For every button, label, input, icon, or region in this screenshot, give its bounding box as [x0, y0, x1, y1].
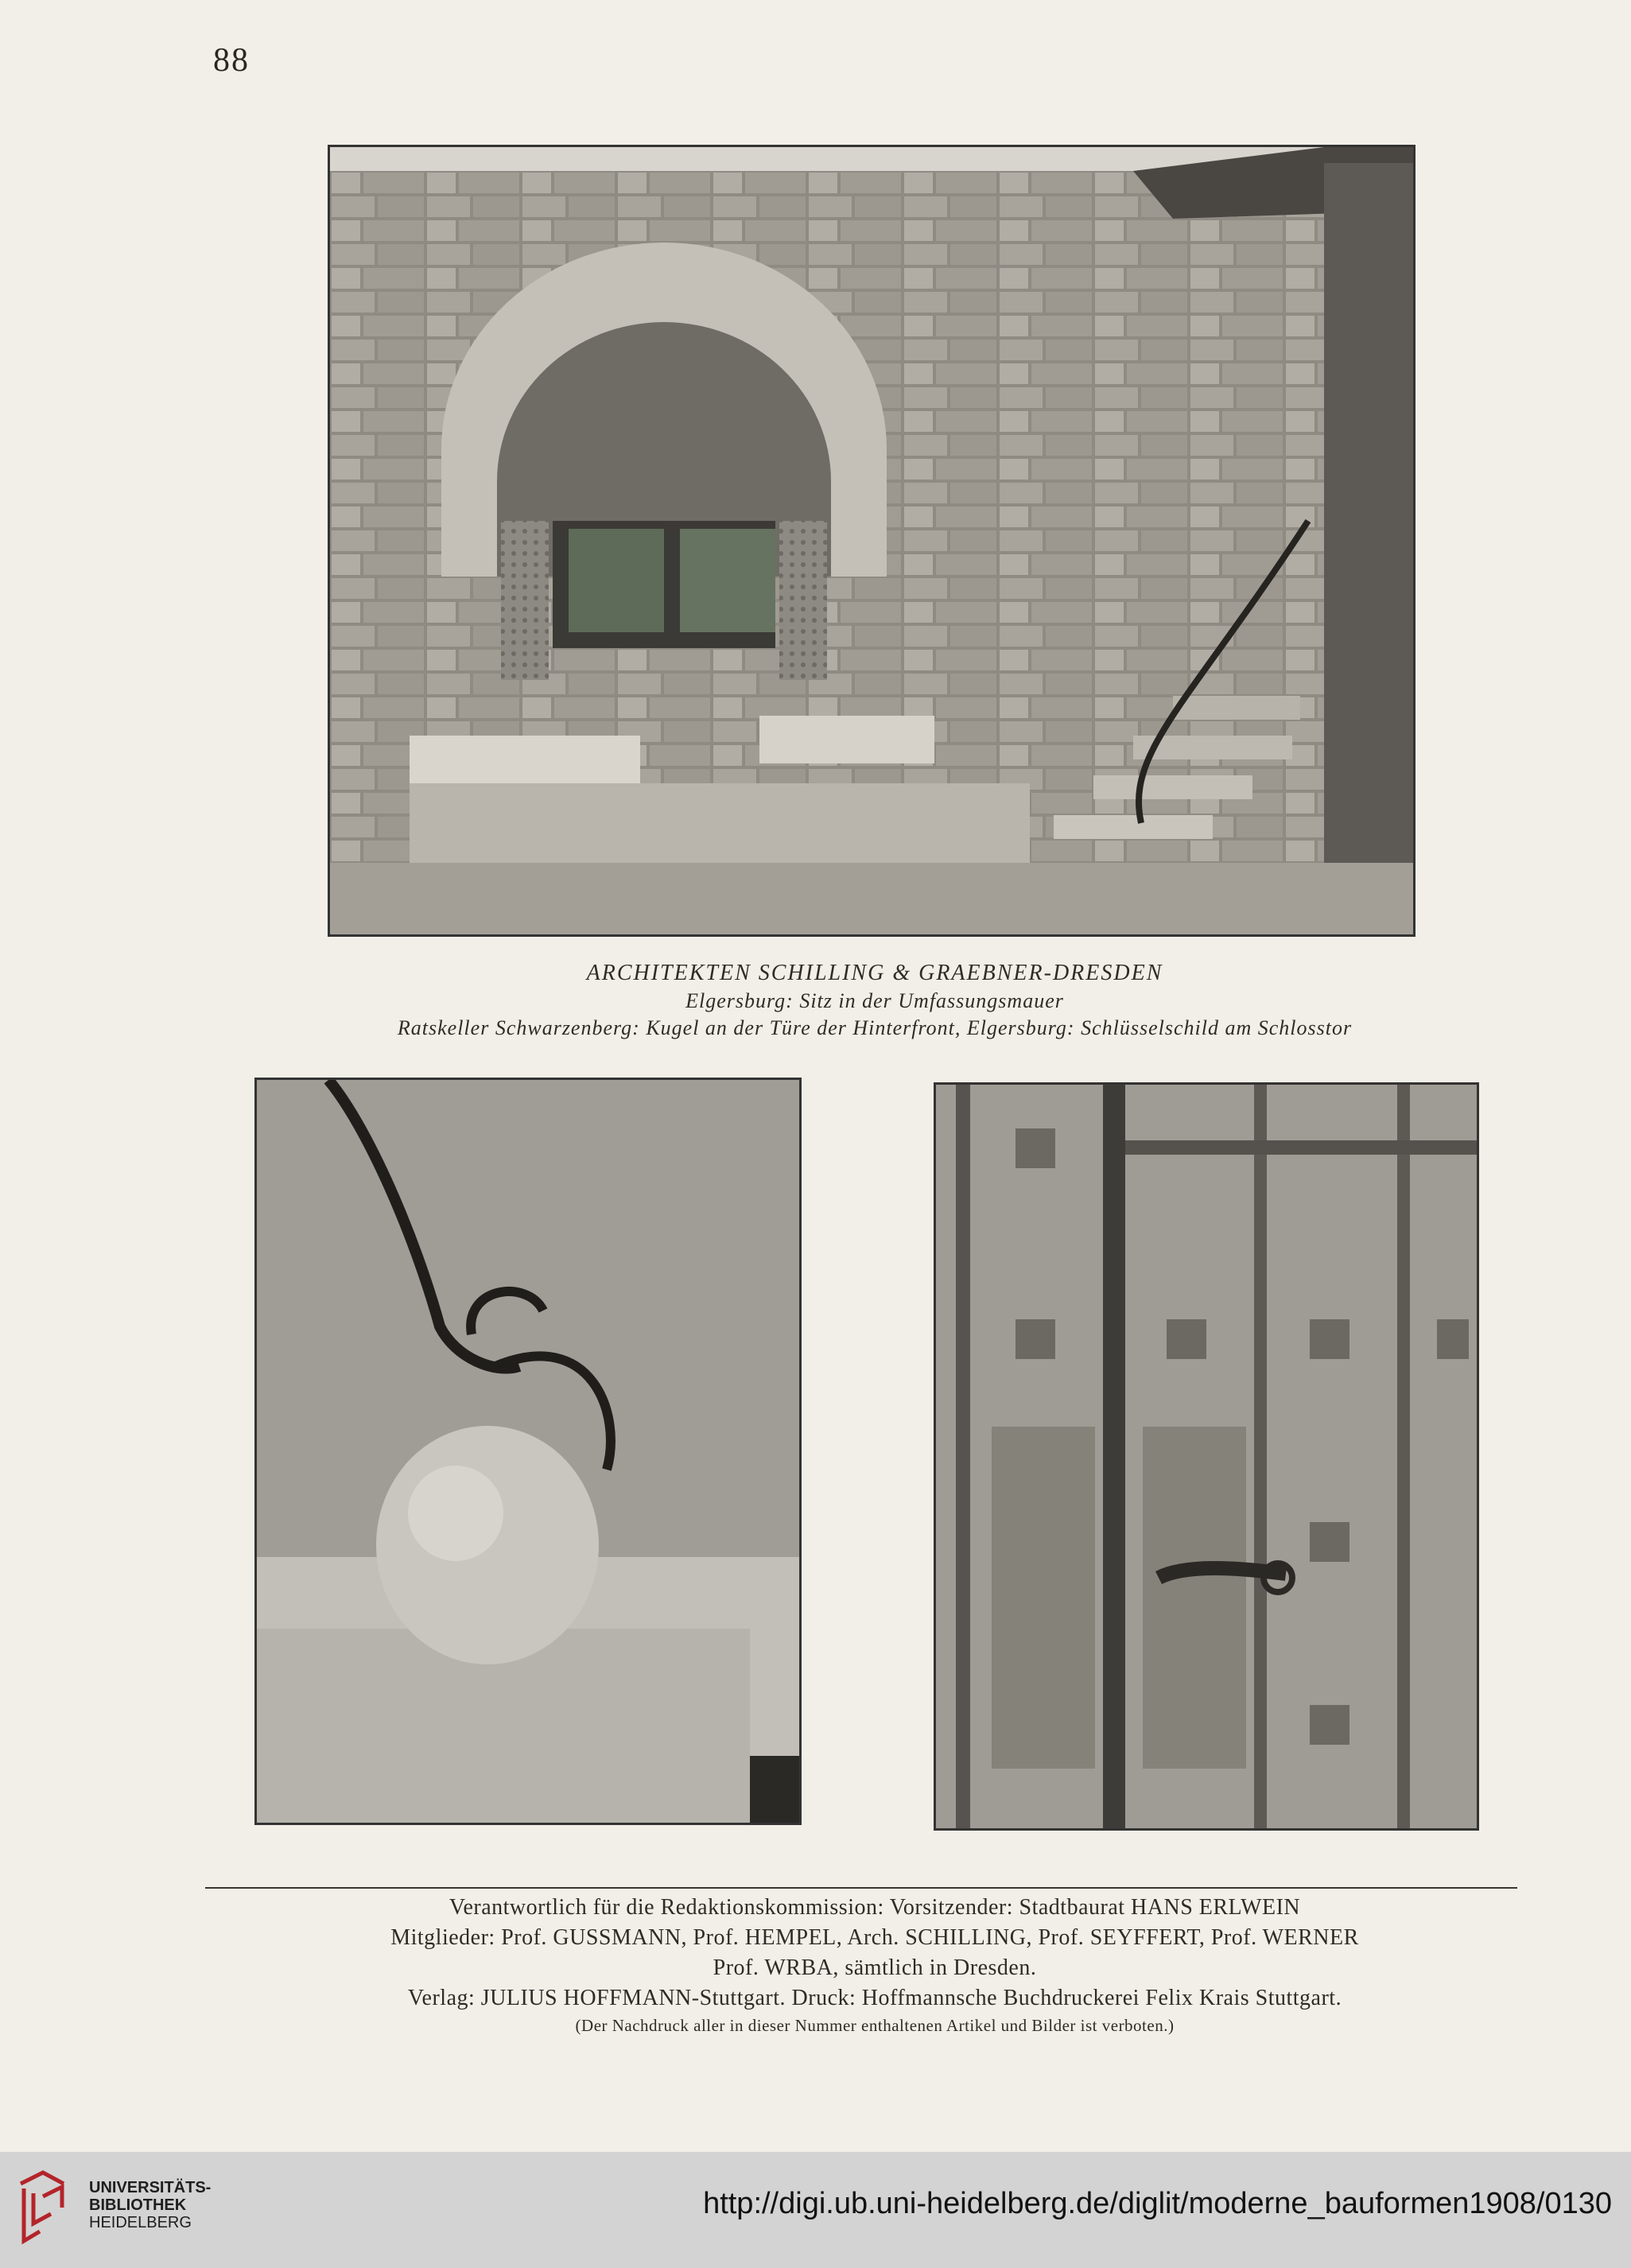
imprint-editorial: Verantwortlich für die Redaktionskommission: Vorsitzender: Stadtbaurat HANS ERLWEIN — [449, 1895, 1301, 1920]
imprint-divider — [205, 1887, 1517, 1889]
imprint-publisher: Verlag: JULIUS HOFFMANN-Stuttgart. Druck: Hoffmannsche Buchdruckerei Felix Krais Stuttgart. — [407, 1986, 1342, 2010]
library-name: UNIVERSITÄTS- BIBLIOTHEK HEIDELBERG — [89, 2179, 212, 2231]
caption-elgersburg-seat: Elgersburg: Sitz in der Umfassungsmauer — [685, 989, 1064, 1012]
figure-captions — [239, 959, 1511, 1042]
digitization-footer — [0, 2152, 1631, 2268]
caption-details: Ratskeller Schwarzenberg: Kugel an der Türe der Hinterfront, Elgersburg: Schlüsselschild am Schlosstor — [397, 1016, 1353, 1039]
imprint-reprint-note: (Der Nachdruck aller in dieser Nummer enthaltenen Artikel und Bilder ist verboten.) — [575, 2016, 1175, 2035]
library-logo-icon — [16, 2168, 68, 2247]
caption-architects: ARCHITEKTEN SCHILLING & GRAEBNER-DRESDEN — [586, 961, 1163, 985]
permalink-url[interactable]: http://digi.ub.uni-heidelberg.de/diglit/moderne_bauformen1908/0130 — [703, 2187, 1612, 2220]
imprint-members: Mitglieder: Prof. GUSSMANN, Prof. HEMPEL, Arch. SCHILLING, Prof. SEYFFERT, Prof. WERNER — [390, 1925, 1359, 1950]
photo-stone-ball — [254, 1078, 802, 1825]
imprint-block — [239, 1893, 1511, 2037]
photo-wall-seat — [328, 145, 1415, 937]
page-number: 88 — [213, 42, 250, 79]
imprint-members-cont: Prof. WRBA, sämtlich in Dresden. — [713, 1955, 1037, 1980]
photo-door-escutcheon — [934, 1082, 1479, 1831]
